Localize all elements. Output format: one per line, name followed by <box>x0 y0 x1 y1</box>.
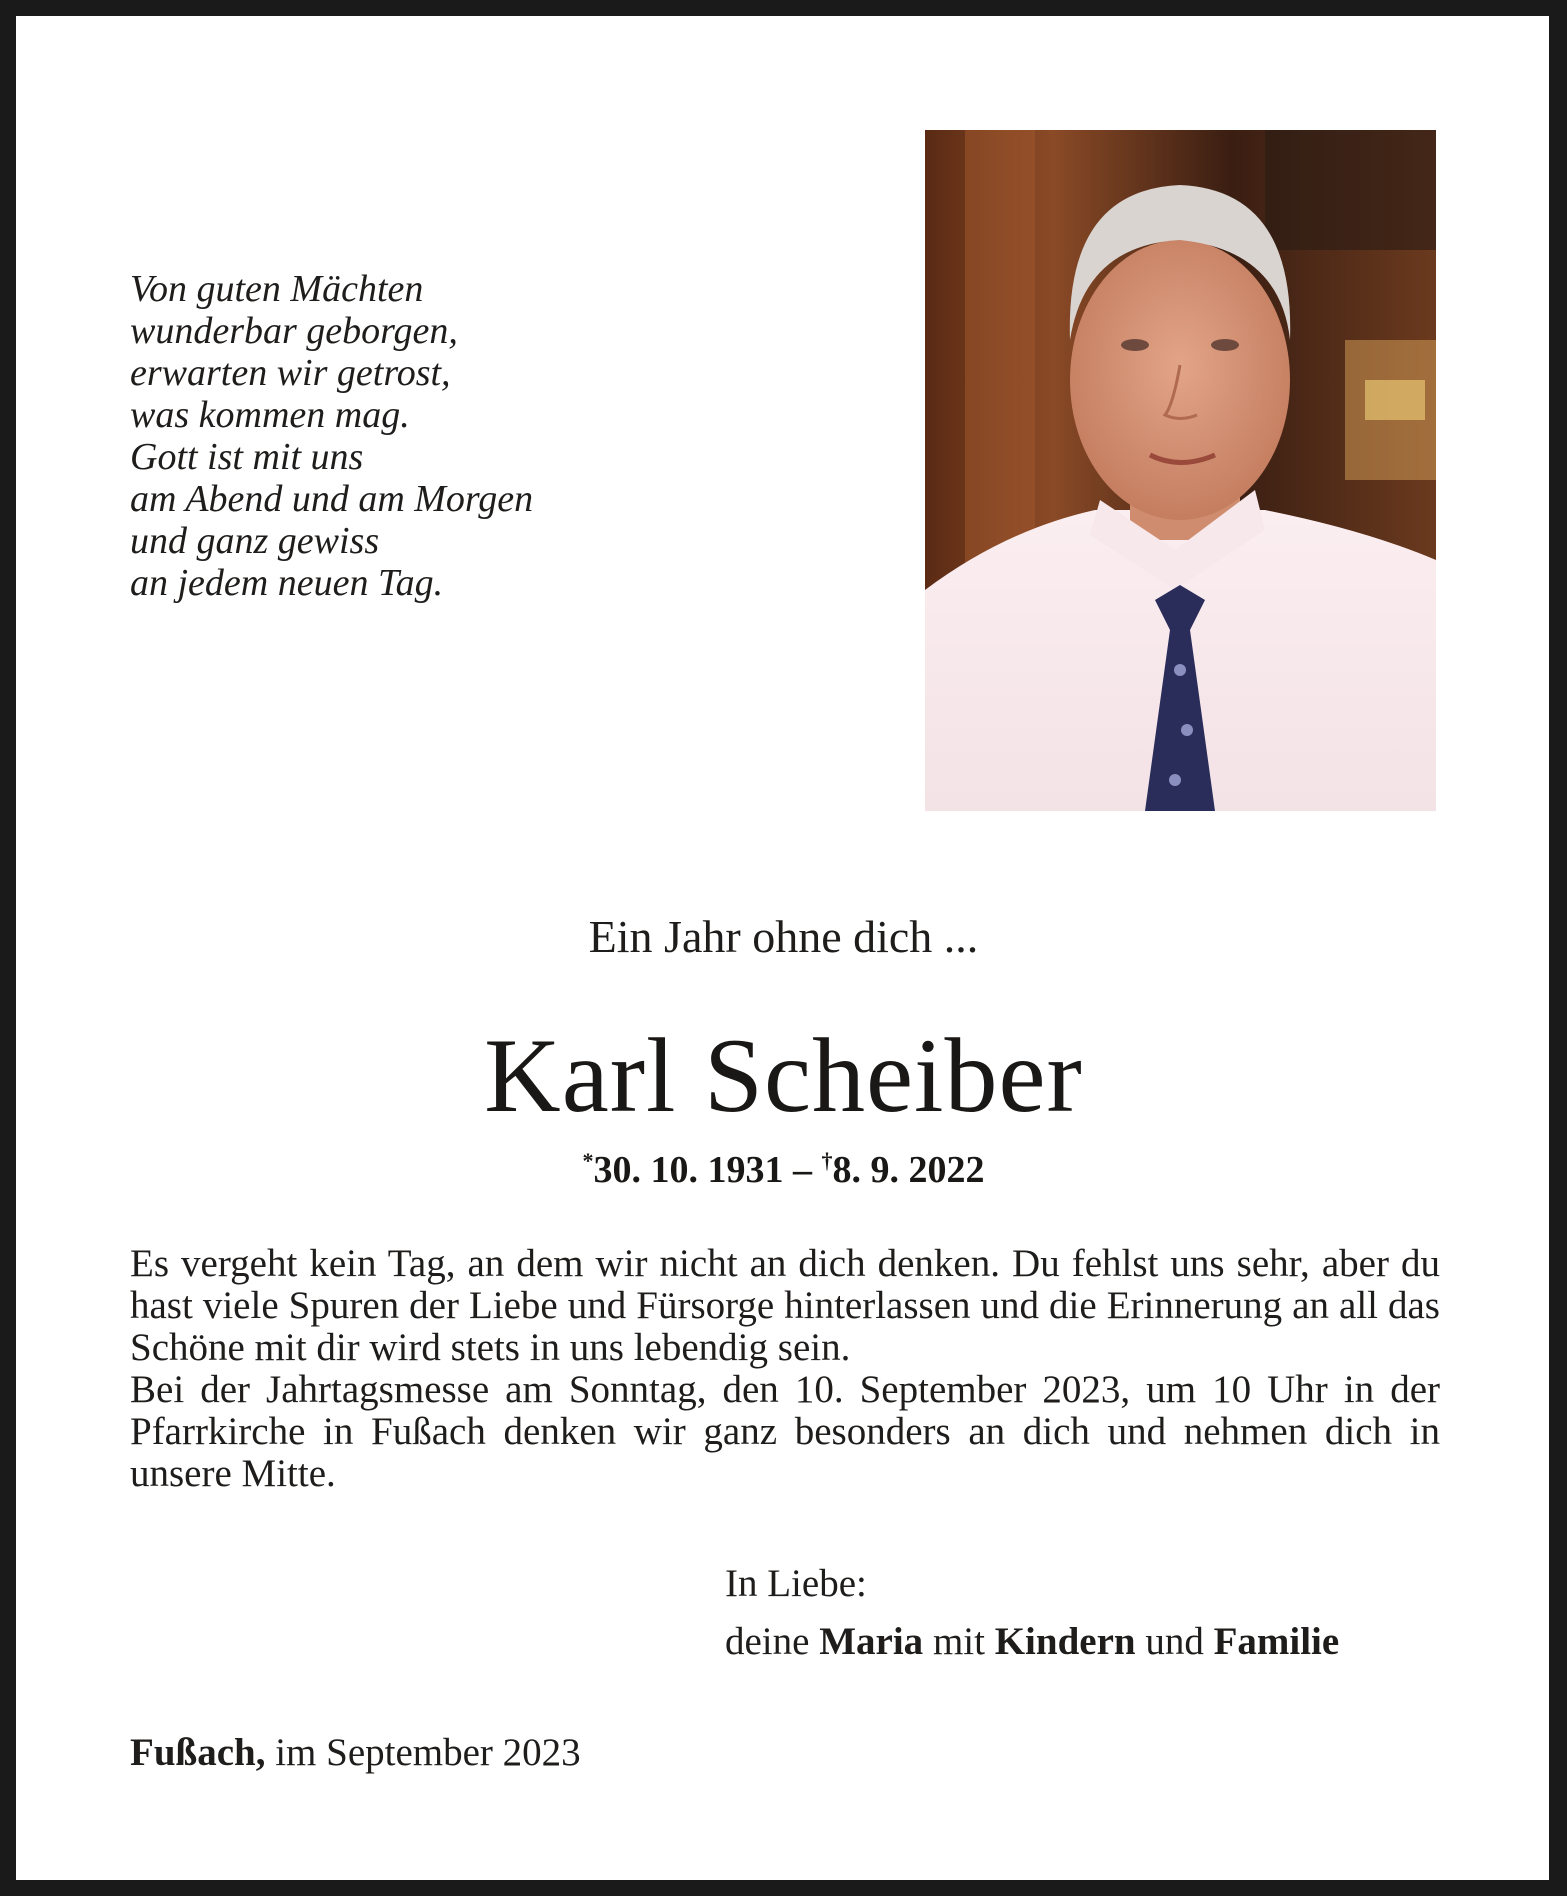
place-month: im September 2023 <box>275 1731 581 1774</box>
place-date <box>130 1730 581 1775</box>
poem-line: am Abend und am Morgen <box>130 478 534 520</box>
signoff-name: Maria <box>819 1620 924 1663</box>
poem-line: Gott ist mit uns <box>130 436 364 478</box>
poem-line: und ganz gewiss <box>130 520 380 562</box>
signoff-word: deine <box>725 1620 810 1663</box>
date-separator: – <box>783 1149 822 1191</box>
signoff <box>725 1555 1339 1671</box>
poem <box>130 268 650 604</box>
signoff-names <box>725 1613 1339 1671</box>
poem-line: erwarten wir getrost, <box>130 352 451 394</box>
poem-line: an jedem neuen Tag. <box>130 562 444 604</box>
place-town: Fußach, <box>130 1731 266 1774</box>
death-date: 8. 9. 2022 <box>832 1149 985 1191</box>
life-dates <box>0 1148 1567 1192</box>
poem-line: was kommen mag. <box>130 394 410 436</box>
deceased-name: Karl Scheiber <box>484 1017 1083 1134</box>
signoff-name: Familie <box>1213 1620 1340 1663</box>
death-cross-icon: † <box>821 1148 833 1173</box>
signoff-name: Kindern <box>994 1620 1136 1663</box>
birth-date: 30. 10. 1931 <box>593 1149 784 1191</box>
signoff-intro: In Liebe: <box>725 1562 867 1605</box>
birth-star-icon: * <box>582 1148 594 1173</box>
poem-line: wunderbar geborgen, <box>130 310 458 352</box>
portrait-photo <box>925 130 1436 811</box>
headline: Ein Jahr ohne dich ... <box>588 911 979 962</box>
mass-announcement: Bei der Jahrtagsmesse am Sonntag, den 10. September 2023, um 10 Uhr in der Pfarrkirche in Fußach denken wir ganz besonders an dich und nehmen dich in unsere Mitte. <box>130 1368 1440 1495</box>
memorial-paragraph: Es vergeht kein Tag, an dem wir nicht an dich denken. Du fehlst uns sehr, aber du hast viele Spuren der Liebe und Fürsorge hinterlassen und die Erinnerung an all das Schöne mit dir wird stets in uns lebendig sein. <box>130 1242 1440 1369</box>
memorial-text <box>130 1243 1440 1495</box>
poem-line: Von guten Mächten <box>130 268 424 310</box>
signoff-word: und <box>1145 1620 1204 1663</box>
signoff-word: mit <box>932 1620 985 1663</box>
